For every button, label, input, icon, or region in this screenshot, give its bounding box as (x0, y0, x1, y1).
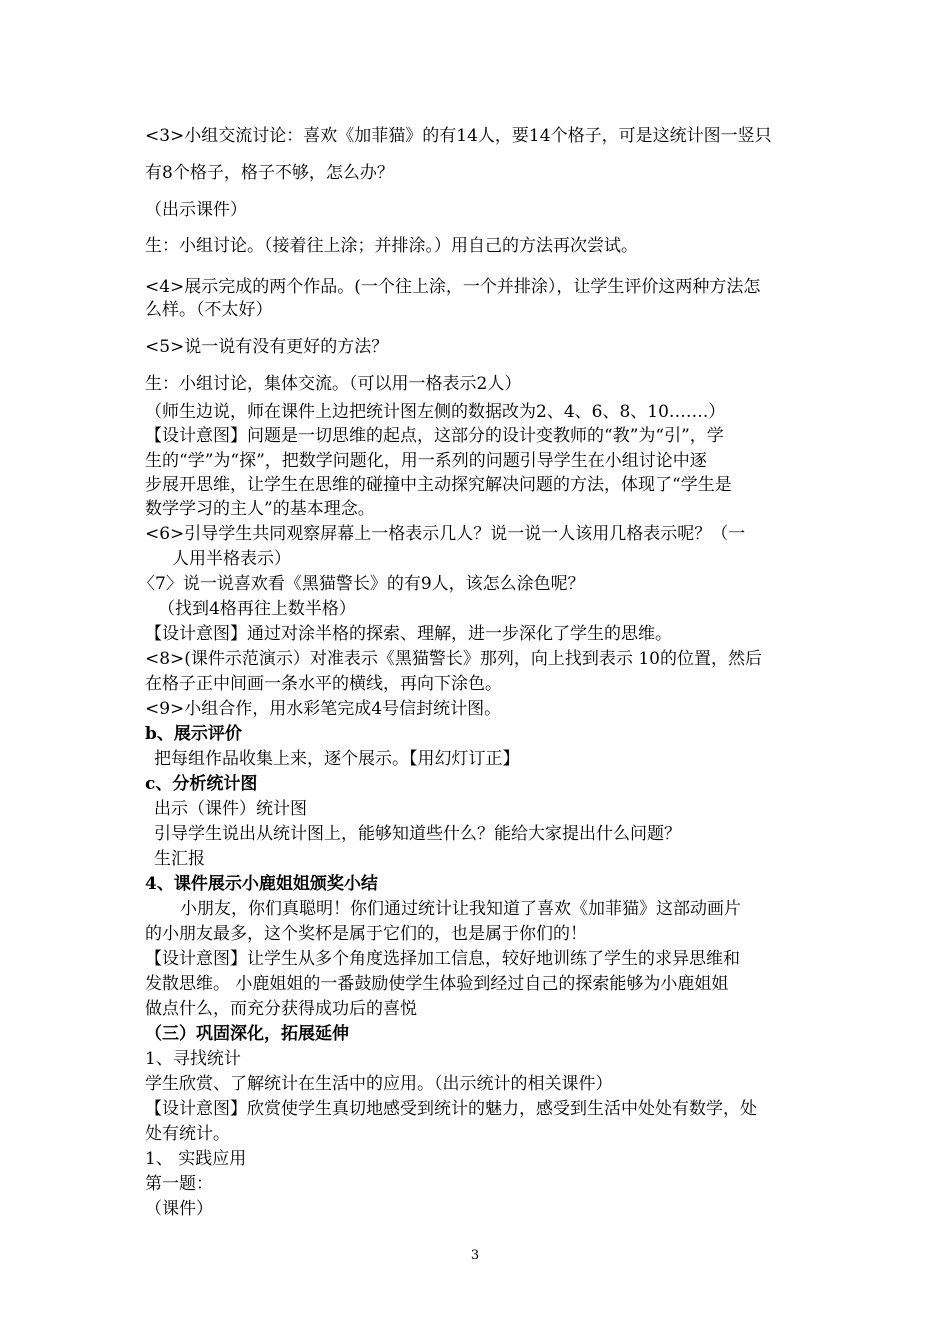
text-line-15: 〈7〉说一说喜欢看《黑猫警长》的有9人，该怎么涂色呢？ (138, 574, 585, 594)
text-line-35: 学生欣赏、了解统计在生活中的应用。（出示统计的相关课件） (145, 1074, 613, 1094)
text-line-34: 1、寻找统计 (145, 1049, 241, 1069)
text-line-6: <5>说一说有没有更好的方法？ (145, 337, 389, 357)
text-line-37: 处有统计。 (145, 1124, 230, 1144)
text-line-20: <9>小组合作，用水彩笔完成4号信封统计图。 (145, 699, 502, 719)
text-line-3: 生：小组讨论。（接着往上涂；并排涂。）用自己的方法再次尝试。 (145, 236, 638, 256)
section-heading-b: b、展示评价 (145, 724, 242, 744)
text-line-39: 第一题： (145, 1174, 213, 1194)
section-heading-3: （三）巩固深化，拓展延伸 (145, 1024, 349, 1044)
text-line-22: 把每组作品收集上来，逐个展示。【用幻灯订正】 (154, 749, 520, 769)
text-line-0: <3>小组交流讨论：喜欢《加菲猫》的有14人，要14个格子，可是这统计图一竖只 (145, 126, 772, 146)
text-line-32: 做点什么，而充分获得成功后的喜悦 (145, 999, 417, 1019)
text-line-30: 【设计意图】让学生从多个角度选择加工信息，较好地训练了学生的求异思维和 (145, 949, 740, 969)
text-line-7: 生：小组讨论，集体交流。（可以用一格表示2人） (145, 374, 522, 394)
text-line-28: 小朋友，你们真聪明！你们通过统计让我知道了喜欢《加菲猫》这部动画片 (180, 899, 741, 919)
text-line-17: 【设计意图】通过对涂半格的探索、理解，进一步深化了学生的思维。 (145, 624, 672, 644)
section-heading-c: c、分析统计图 (145, 774, 258, 794)
text-line-12: 数学学习的主人”的基本理念。 (145, 499, 375, 519)
text-line-10: 生的“学”为“探”，把数学问题化，用一系列的问题引导学生在小组讨论中逐 (145, 451, 707, 471)
text-line-24: 出示（课件）统计图 (154, 799, 307, 819)
text-line-1: 有8个格子，格子不够，怎么办？ (145, 163, 394, 183)
section-heading-4: 4、课件展示小鹿姐姐颁奖小结 (145, 874, 378, 894)
text-line-36: 【设计意图】欣赏使学生真切地感受到统计的魅力，感受到生活中处处有数学，处 (145, 1099, 757, 1119)
text-line-25: 引导学生说出从统计图上，能够知道些什么？能给大家提出什么问题？ (154, 824, 681, 844)
text-line-29: 的小朋友最多，这个奖杯是属于它们的，也是属于你们的！ (145, 924, 587, 944)
text-line-16: （找到4格再往上数半格） (158, 599, 356, 619)
text-line-38: 1、 实践应用 (145, 1149, 247, 1169)
text-line-19: 在格子正中间画一条水平的横线，再向下涂色。 (145, 674, 502, 694)
text-line-18: <8>(课件示范演示）对准表示《黑猫警长》那列，向上找到表示 10的位置，然后 (145, 649, 762, 669)
text-line-4: <4>展示完成的两个作品。(一个往上涂，一个并排涂），让学生评价这两种方法怎 (145, 277, 761, 297)
text-line-9: 【设计意图】问题是一切思维的起点，这部分的设计变教师的“教”为“引”，学 (145, 426, 724, 446)
text-line-40: （课件） (145, 1199, 213, 1219)
text-line-5: 么样。（不太好） (145, 300, 273, 320)
page-number: 3 (470, 1248, 480, 1263)
text-line-31: 发散思维。 小鹿姐姐的一番鼓励使学生体验到经过自己的探索能够为小鹿姐姐 (145, 974, 729, 994)
text-line-14: 人用半格表示） (172, 549, 291, 569)
text-line-2: （出示课件） (145, 200, 247, 220)
text-line-26: 生汇报 (154, 849, 205, 869)
text-line-8: （师生边说，师在课件上边把统计图左侧的数据改为2、4、6、8、10…….） (145, 402, 726, 422)
text-line-11: 步展开思维，让学生在思维的碰撞中主动探究解决问题的方法，体现了“学生是 (145, 475, 732, 495)
text-line-13: <6>引导学生共同观察屏幕上一格表示几人？说一说一人该用几格表示呢？（一 (145, 524, 746, 544)
